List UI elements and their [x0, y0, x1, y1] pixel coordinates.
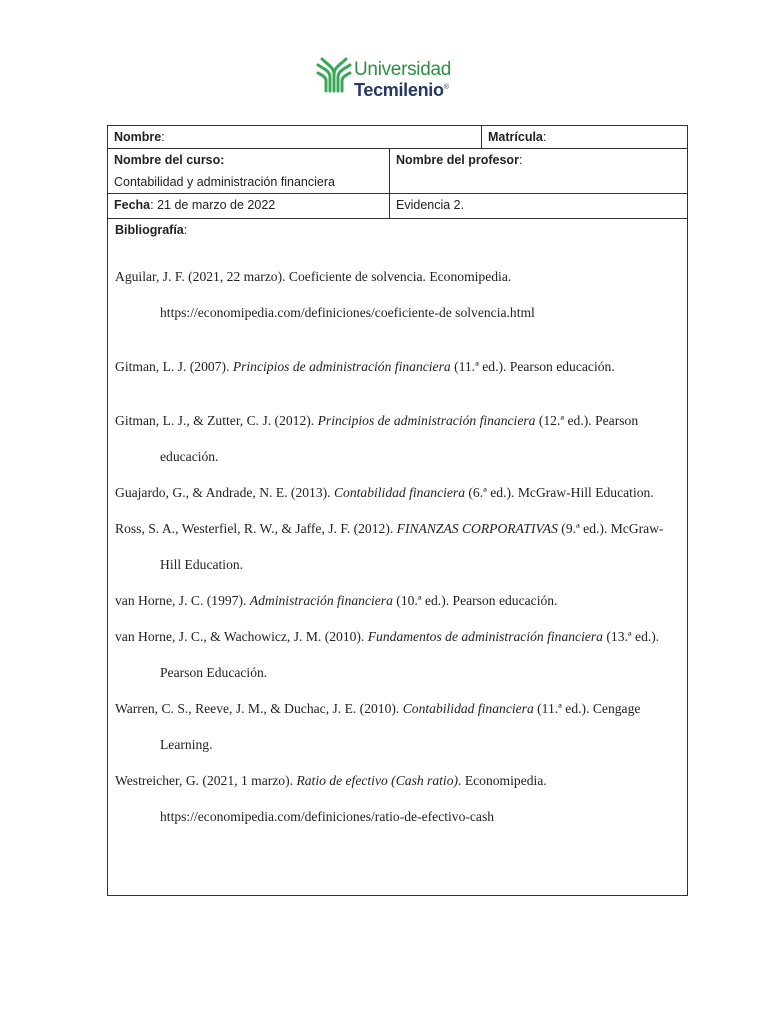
reference-item: Guajardo, G., & Andrade, N. E. (2013). Contabilidad financiera (6.ª ed.). McGraw-Hill Education. — [115, 485, 654, 500]
bibliografia-label: Bibliografía — [115, 223, 184, 237]
reference-item: Aguilar, J. F. (2021, 22 marzo). Coeficiente de solvencia. Economipedia. https://economipedia.com/definiciones/coeficiente-de solvencia.html — [115, 269, 535, 320]
curso-label: Nombre del curso: — [114, 153, 225, 167]
reference-item: Gitman, L. J. (2007). Principios de administración financiera (11.ª ed.). Pearson educación. — [115, 359, 615, 374]
reference-list — [115, 259, 680, 835]
reference-item: Westreicher, G. (2021, 1 marzo). Ratio de efectivo (Cash ratio). Economipedia. https://economipedia.com/definiciones/ratio-de-efectivo-cash — [115, 773, 547, 824]
profesor-label: Nombre del profesor — [396, 153, 519, 167]
fecha-value: 21 de marzo de 2022 — [157, 198, 276, 212]
evidencia-cell — [390, 194, 688, 219]
curso-value: Contabilidad y administración financiera — [114, 175, 335, 189]
curso-cell — [108, 149, 390, 194]
logo-text-tecmilenio: Tecmilenio® — [354, 80, 449, 100]
evidencia-text: Evidencia 2. — [396, 198, 465, 212]
fecha-cell: Fecha: 21 de marzo de 2022 — [108, 194, 390, 219]
bibliografia-cell: Bibliografía: Aguilar, J. F. (2021, 22 marzo). Coeficiente de solvencia. Economipedia. https://economipedia.com/definiciones/coeficiente-de solvencia.html Gitman, L. J. (2007). Principios de administración financiera (11.ª ed.). Pearson educación. Gitman, L. J., & Zutter, C. J. (2012). Principios de administración financiera (12.ª ed.). Pearson educación. Guajardo, G., & Andrade, N. E. (2013). Contabilidad financiera (6.ª ed.). McGraw-Hill Education. Ross, S. A., Westerfiel, R. W., & Jaffe, J. F. (2012). FINANZAS CORPORATIVAS (9.ª ed.). McGraw-Hill Education. van Horne, J. C. (1997). Administración financiera (10.ª ed.). Pearson educación. van Horne, J. C., & Wachowicz, J. M. (2010). Fundamentos de administración financiera (13.ª ed.). Pearson Educación. Warren, C. S., Reeve, J. M., & Duchac, J. E. (2010). Contabilidad financiera (11.ª ed.). Cengage Learning. Westreicher, G. (2021, 1 marzo). Ratio de efectivo (Cash ratio). Economipedia. https://economipedia.com/definiciones/ratio-de-efectivo-cash — [108, 219, 688, 896]
reference-item: Warren, C. S., Reeve, J. M., & Duchac, J. E. (2010). Contabilidad financiera (11.ª ed.). Cengage Learning. — [115, 701, 641, 752]
reference-item: van Horne, J. C., & Wachowicz, J. M. (2010). Fundamentos de administración financiera (13.ª ed.). Pearson Educación. — [115, 629, 660, 680]
cover-form-table — [107, 125, 688, 896]
reference-item: Ross, S. A., Westerfiel, R. W., & Jaffe, J. F. (2012). FINANZAS CORPORATIVAS (9.ª ed.). McGraw-Hill Education. — [115, 521, 664, 572]
nombre-label: Nombre — [114, 130, 162, 144]
university-logo — [312, 48, 460, 104]
nombre-cell: Nombre: — [108, 126, 482, 149]
logo-text-universidad: Universidad — [354, 59, 452, 80]
matricula-label: Matrícula — [488, 130, 543, 144]
registered-mark: ® — [443, 84, 449, 91]
reference-item: van Horne, J. C. (1997). Administración financiera (10.ª ed.). Pearson educación. — [115, 593, 558, 608]
fecha-label: Fecha — [114, 198, 151, 212]
matricula-cell: Matrícula: — [482, 126, 688, 149]
profesor-cell: Nombre del profesor: — [390, 149, 688, 194]
tree-logo-icon — [316, 57, 352, 93]
reference-item: Gitman, L. J., & Zutter, C. J. (2012). Principios de administración financiera (12.ª ed.). Pearson educación. — [115, 413, 639, 464]
